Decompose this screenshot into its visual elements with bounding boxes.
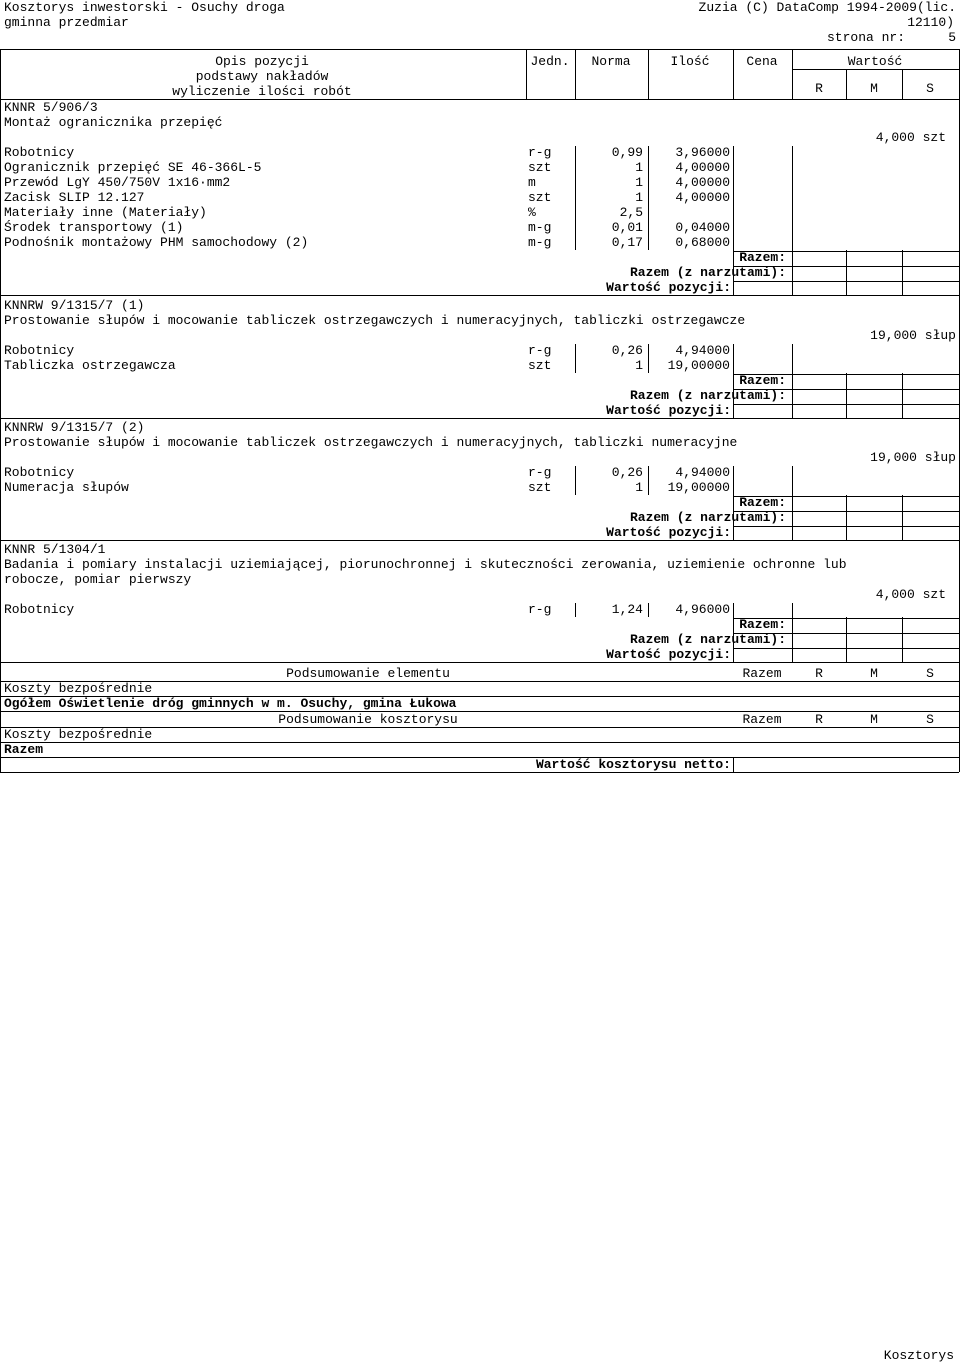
razem-label: Razem: xyxy=(739,617,786,632)
resource-amount: 4,94000 xyxy=(675,343,730,358)
resource-amount: 19,00000 xyxy=(667,480,730,495)
summary-direct-costs-label: Koszty bezpośrednie xyxy=(4,727,153,742)
column-divider xyxy=(733,466,734,540)
software-license: 12110) xyxy=(907,15,954,30)
summary-rule xyxy=(733,389,959,390)
column-divider xyxy=(902,617,903,662)
resource-unit: szt xyxy=(528,358,552,373)
resource-amount: 4,94000 xyxy=(675,465,730,480)
column-divider xyxy=(575,466,576,495)
column-divider xyxy=(575,146,576,250)
column-divider xyxy=(902,69,903,99)
column-header-r: R xyxy=(815,81,823,96)
resource-name: Numeracja słupów xyxy=(4,480,129,495)
cost-summary-rule xyxy=(0,742,959,743)
column-divider xyxy=(902,495,903,540)
summary-rule xyxy=(733,281,959,282)
resource-amount: 4,96000 xyxy=(675,602,730,617)
position-description: Prostowanie słupów i mocowanie tabliczek ostrzegawczych i numeracyjnych, tabliczki numeracyjne xyxy=(4,435,738,450)
resource-name: Robotnicy xyxy=(4,145,75,160)
resource-unit: szt xyxy=(528,190,552,205)
resource-unit: r-g xyxy=(528,145,552,160)
resource-norm: 1 xyxy=(635,175,643,190)
resource-norm: 1,24 xyxy=(611,602,643,617)
page-label: strona nr: xyxy=(826,30,905,45)
column-divider xyxy=(902,373,903,418)
column-divider xyxy=(846,495,847,540)
document-subtitle: gminna przedmiar xyxy=(4,15,129,30)
column-divider xyxy=(792,466,793,540)
footer-label: Kosztorys xyxy=(883,1348,954,1363)
summary-rule xyxy=(733,511,959,512)
column-header-m: M xyxy=(870,81,878,96)
razem-with-overhead-label: Razem (z narzutami): xyxy=(629,510,786,525)
position-quantity: 4,000 szt xyxy=(875,587,946,602)
column-divider xyxy=(792,146,793,295)
position-value-label: Wartość pozycji: xyxy=(606,647,731,662)
resource-amount: 3,96000 xyxy=(675,145,730,160)
position-code: KNNR 5/1304/1 xyxy=(4,542,106,557)
document-title: Kosztorys inwestorski - Osuchy droga xyxy=(4,0,285,15)
resource-name: Robotnicy xyxy=(4,602,75,617)
razem-label: Razem: xyxy=(739,373,786,388)
summary-rule xyxy=(733,374,959,375)
razem-label: Razem: xyxy=(739,495,786,510)
resource-amount: 4,00000 xyxy=(675,160,730,175)
column-divider xyxy=(846,69,847,99)
resource-amount: 19,00000 xyxy=(667,358,730,373)
position-value-label: Wartość pozycji: xyxy=(606,525,731,540)
column-header-norm: Norma xyxy=(591,54,631,69)
resource-name: Środek transportowy (1) xyxy=(4,220,184,235)
razem-with-overhead-label: Razem (z narzutami): xyxy=(629,388,786,403)
column-divider xyxy=(733,344,734,418)
column-header-quantity: Ilość xyxy=(670,54,710,69)
summary-rule xyxy=(733,251,959,252)
cost-summary-razem: Razem xyxy=(742,712,782,727)
column-header-description: Opis pozycji xyxy=(215,54,309,69)
column-divider xyxy=(846,373,847,418)
summary-rule xyxy=(733,404,959,405)
cost-summary-title: Podsumowanie kosztorysu xyxy=(278,712,458,727)
resource-name: Robotnicy xyxy=(4,465,75,480)
column-divider xyxy=(648,466,649,495)
position-value-label: Wartość pozycji: xyxy=(606,403,731,418)
position-quantity: 19,000 słup xyxy=(870,328,956,343)
resource-name: Zacisk SLIP 12.127 xyxy=(4,190,145,205)
column-divider xyxy=(846,617,847,662)
resource-amount: 4,00000 xyxy=(675,190,730,205)
position-value-label: Wartość pozycji: xyxy=(606,280,731,295)
resource-norm: 1 xyxy=(635,160,643,175)
resource-norm: 0,01 xyxy=(611,220,643,235)
element-summary-s: S xyxy=(926,666,934,681)
column-divider xyxy=(575,49,576,99)
position-bottom-border xyxy=(0,295,959,296)
summary-rule xyxy=(733,266,959,267)
column-header-price: Cena xyxy=(746,54,778,69)
position-quantity: 19,000 słup xyxy=(870,450,956,465)
direct-costs-label: Koszty bezpośrednie xyxy=(4,681,153,696)
total-element-label: Ogółem Oświetlenie dróg gminnych w m. Osuchy, gmina Łukowa xyxy=(4,696,457,711)
resource-name: Tabliczka ostrzegawcza xyxy=(4,358,176,373)
column-divider xyxy=(575,603,576,617)
resource-norm: 1 xyxy=(635,358,643,373)
resource-norm: 0,26 xyxy=(611,343,643,358)
element-summary-m: M xyxy=(870,666,878,681)
position-code: KNNRW 9/1315/7 (1) xyxy=(4,298,145,313)
summary-rule xyxy=(733,633,959,634)
column-divider xyxy=(792,49,793,99)
net-value-label: Wartość kosztorysu netto: xyxy=(535,757,731,772)
software-info: Zuzia (C) DataComp 1994-2009(lic. xyxy=(698,0,956,15)
cost-summary-r: R xyxy=(815,712,823,727)
resource-amount: 0,68000 xyxy=(675,235,730,250)
position-bottom-border xyxy=(0,540,959,541)
razem-with-overhead-label: Razem (z narzutami): xyxy=(629,265,786,280)
position-code: KNNR 5/906/3 xyxy=(4,100,98,115)
column-divider xyxy=(648,603,649,617)
resource-name: Materiały inne (Materiały) xyxy=(4,205,207,220)
position-bottom-border xyxy=(0,418,959,419)
resource-norm: 1 xyxy=(635,480,643,495)
page-number: 5 xyxy=(948,30,956,45)
summary-rule xyxy=(733,496,959,497)
resource-name: Podnośnik montażowy PHM samochodowy (2) xyxy=(4,235,309,250)
resource-unit: m xyxy=(528,175,536,190)
resource-name: Przewód LgY 450/750V 1x16·mm2 xyxy=(4,175,231,190)
column-divider xyxy=(902,250,903,295)
resource-norm: 0,99 xyxy=(611,145,643,160)
resource-amount: 4,00000 xyxy=(675,175,730,190)
column-header-basis: podstawy nakładów xyxy=(195,69,329,84)
position-description: robocze, pomiar pierwszy xyxy=(4,572,192,587)
summary-rule xyxy=(733,648,959,649)
cost-summary-m: M xyxy=(870,712,878,727)
summary-rule xyxy=(733,526,959,527)
resource-unit: szt xyxy=(528,480,552,495)
resource-norm: 2,5 xyxy=(619,205,643,220)
resource-unit: r-g xyxy=(528,602,552,617)
resource-unit: r-g xyxy=(528,465,552,480)
resource-name: Ogranicznik przepięć SE 46-366L-5 xyxy=(4,160,262,175)
resource-unit: r-g xyxy=(528,343,552,358)
column-divider xyxy=(733,49,734,99)
resource-norm: 1 xyxy=(635,190,643,205)
column-divider xyxy=(648,344,649,373)
column-divider xyxy=(846,250,847,295)
header-bottom-border xyxy=(0,99,959,100)
resource-unit: m-g xyxy=(528,220,552,235)
resource-norm: 0,17 xyxy=(611,235,643,250)
resource-unit: szt xyxy=(528,160,552,175)
table-top-border xyxy=(0,49,959,50)
position-description: Prostowanie słupów i mocowanie tabliczek ostrzegawczych i numeracyjnych, tabliczki ostrzegawcze xyxy=(4,313,746,328)
table-bottom-border xyxy=(0,772,959,773)
resource-amount: 0,04000 xyxy=(675,220,730,235)
cost-summary-rule xyxy=(0,757,959,758)
table-left-border xyxy=(0,49,1,772)
resource-norm: 0,26 xyxy=(611,465,643,480)
cost-summary-s: S xyxy=(926,712,934,727)
column-header-quantity-calc: wyliczenie ilości robót xyxy=(172,84,352,99)
summary-rule xyxy=(733,618,959,619)
summary-total-label: Razem xyxy=(4,742,44,757)
position-code: KNNRW 9/1315/7 (2) xyxy=(4,420,145,435)
column-divider xyxy=(648,49,649,99)
position-bottom-border xyxy=(0,662,959,663)
element-summary-razem: Razem xyxy=(742,666,782,681)
column-header-unit: Jedn. xyxy=(530,54,570,69)
value-header-split xyxy=(792,69,959,70)
element-summary-title: Podsumowanie elementu xyxy=(286,666,450,681)
column-divider xyxy=(526,49,527,99)
element-summary-r: R xyxy=(815,666,823,681)
resource-name: Robotnicy xyxy=(4,343,75,358)
column-divider xyxy=(733,757,734,772)
resource-unit: % xyxy=(528,205,536,220)
column-divider xyxy=(648,146,649,250)
position-description: Montaż ogranicznika przepięć xyxy=(4,115,223,130)
column-divider xyxy=(792,344,793,418)
razem-label: Razem: xyxy=(739,250,786,265)
column-header-value: Wartość xyxy=(847,54,903,69)
column-divider xyxy=(733,146,734,295)
position-description: Badania i pomiary instalacji uziemiającej, piorunochronnej i skuteczności zerowania, uziemienie ochronne lub xyxy=(4,557,847,572)
resource-unit: m-g xyxy=(528,235,552,250)
column-divider xyxy=(575,344,576,373)
column-header-s: S xyxy=(926,81,934,96)
razem-with-overhead-label: Razem (z narzutami): xyxy=(629,632,786,647)
position-quantity: 4,000 szt xyxy=(875,130,946,145)
